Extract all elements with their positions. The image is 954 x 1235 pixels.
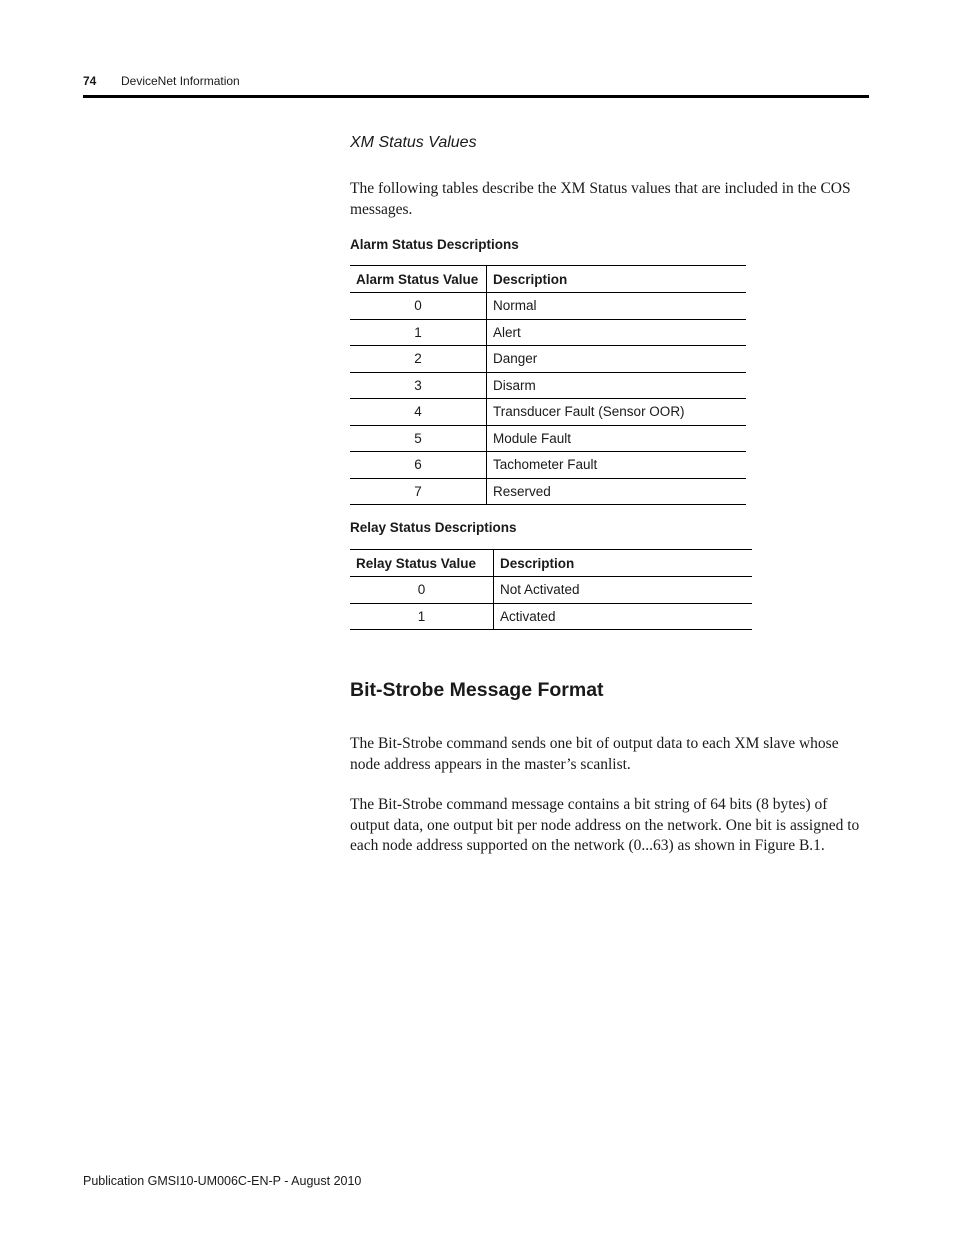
- description-cell: Alert: [487, 319, 747, 346]
- bit-strobe-paragraph-2: The Bit-Strobe command message contains a bit string of 64 bits (8 bytes) of output data, one output bit per node address on the network. One bit is assigned to each node address supported on the network (0...63) as shown in Figure B.1.: [350, 796, 860, 854]
- description-cell: Danger: [487, 346, 747, 373]
- description-cell: Activated: [494, 603, 753, 630]
- value-cell: 1: [350, 319, 487, 346]
- column-header-description: Description: [487, 266, 747, 293]
- page-number: 74: [83, 74, 97, 88]
- table-header-row: [350, 266, 746, 293]
- publication-footer: Publication GMSI10-UM006C-EN-P - August 2010: [83, 1174, 362, 1188]
- table-row: [350, 603, 752, 630]
- description-cell: Not Activated: [494, 577, 753, 604]
- description-cell: Transducer Fault (Sensor OOR): [487, 399, 747, 426]
- value-cell: 0: [350, 577, 494, 604]
- description-cell: Reserved: [487, 478, 747, 505]
- table-row: [350, 319, 746, 346]
- value-cell: 3: [350, 372, 487, 399]
- table-row: [350, 372, 746, 399]
- value-cell: 0: [350, 293, 487, 320]
- table-header-row: [350, 550, 752, 577]
- section-subtitle: XM Status Values: [350, 134, 477, 151]
- alarm-table-title: Alarm Status Descriptions: [350, 237, 519, 252]
- description-cell: Tachometer Fault: [487, 452, 747, 479]
- column-header-value: Alarm Status Value: [350, 266, 487, 293]
- column-header-value: Relay Status Value: [350, 550, 494, 577]
- intro-paragraph: The following tables describe the XM Status values that are included in the COS messages.: [350, 180, 851, 218]
- running-title: DeviceNet Information: [121, 74, 240, 88]
- table-row: [350, 346, 746, 373]
- table-row: [350, 452, 746, 479]
- table-row: [350, 399, 746, 426]
- alarm-status-table: [350, 265, 746, 505]
- value-cell: 6: [350, 452, 487, 479]
- value-cell: 1: [350, 603, 494, 630]
- table-row: [350, 577, 752, 604]
- description-cell: Normal: [487, 293, 747, 320]
- page-header: [83, 72, 869, 98]
- value-cell: 2: [350, 346, 487, 373]
- description-cell: Disarm: [487, 372, 747, 399]
- value-cell: 5: [350, 425, 487, 452]
- table-row: [350, 478, 746, 505]
- value-cell: 7: [350, 478, 487, 505]
- table-row: [350, 425, 746, 452]
- section-heading: Bit-Strobe Message Format: [350, 679, 604, 701]
- relay-status-table: [350, 549, 752, 630]
- value-cell: 4: [350, 399, 487, 426]
- header-rule: [83, 95, 869, 98]
- relay-table-title: Relay Status Descriptions: [350, 520, 517, 535]
- description-cell: Module Fault: [487, 425, 747, 452]
- table-row: [350, 293, 746, 320]
- column-header-description: Description: [494, 550, 753, 577]
- bit-strobe-paragraph-1: The Bit-Strobe command sends one bit of output data to each XM slave whose node address appears in the master’s scanlist.: [350, 735, 839, 773]
